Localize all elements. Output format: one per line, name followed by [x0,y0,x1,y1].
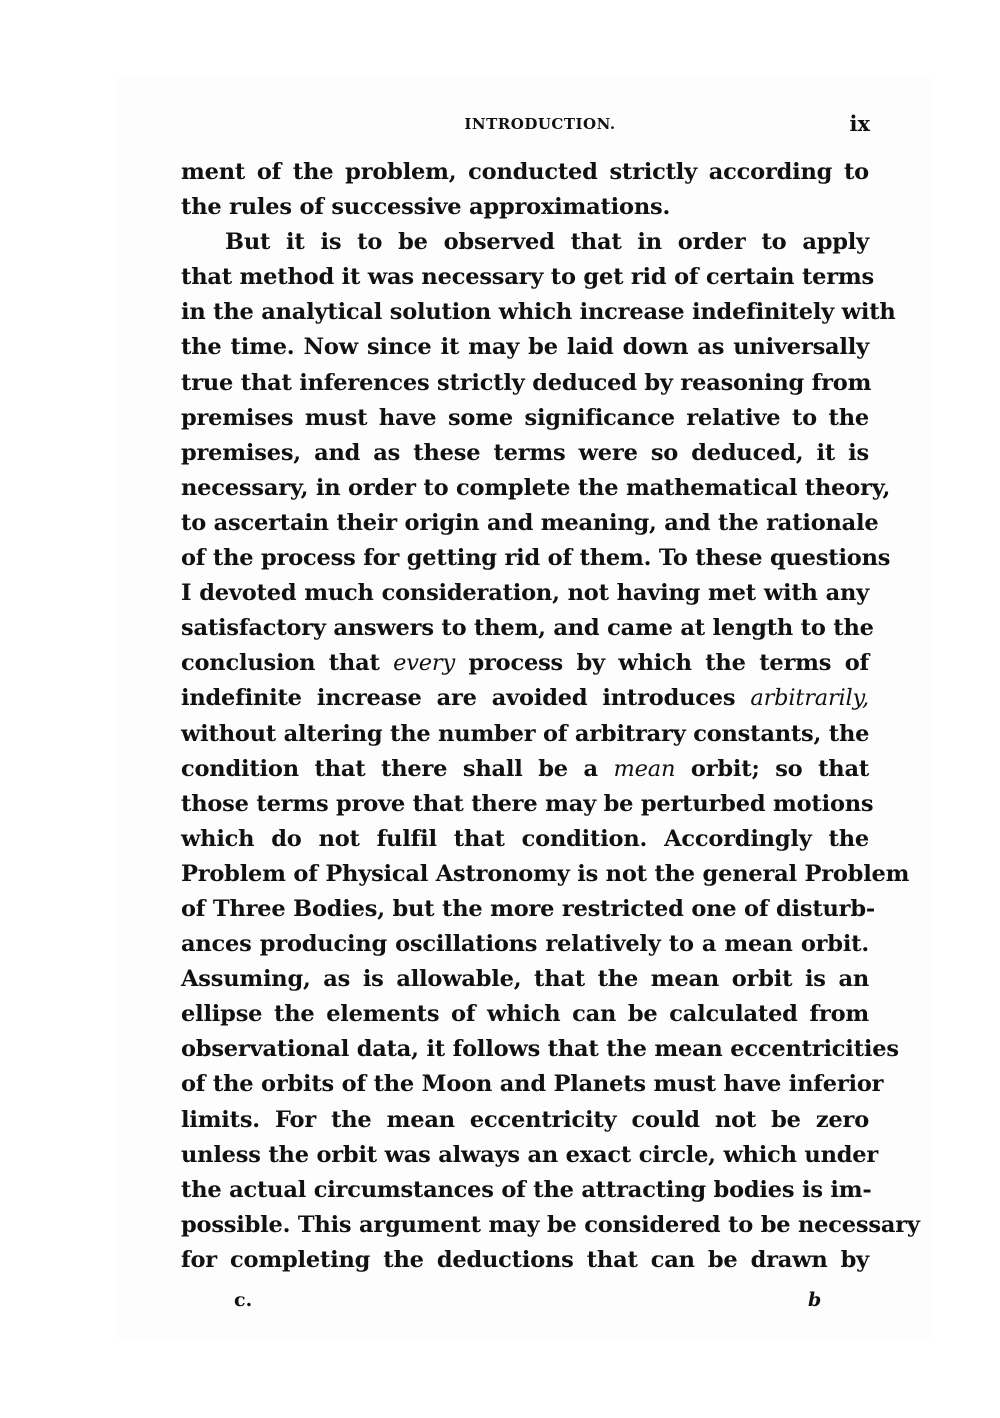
printer-signature-mark: c. [234,1289,253,1311]
text-line: observational data, it follows that the mean eccentricities [181,1036,899,1063]
text-line-paragraph-start: But it is to be observed that in order to apply [225,229,869,256]
text-line: true that inferences strictly deduced by reasoning from [181,369,872,396]
text-line: in the analytical solution which increase indefinitely with [181,299,896,326]
text-line: Assuming, as is allowable, that the mean orbit is an [181,966,869,993]
text-line: the rules of successive approximations. [181,194,671,221]
text-line: limits. For the mean eccentricity could not be zero [181,1106,869,1133]
text-line: unless the orbit was always an exact circle, which under [181,1141,879,1168]
body-text [181,155,920,1278]
text-line: of the process for getting rid of them. To these questions [181,545,891,572]
text-run: indefinite increase are avoided introduces [181,685,736,712]
text-line: premises must have some significance relative to the [181,404,869,431]
text-line: ment of the problem, conducted strictly according to [181,159,869,185]
text-line [181,681,869,716]
italic-emphasis: mean [613,755,676,782]
page-number: ix [849,111,870,136]
text-line [181,752,869,787]
running-head [180,112,870,136]
text-line: for completing the deductions that can be drawn by [181,1246,869,1273]
text-line: ances producing oscillations relatively to a mean orbit. [181,931,869,958]
text-run: conclusion that [181,650,380,677]
text-run: orbit; so that [690,755,870,782]
text-line: of Three Bodies, but the more restricted one of disturb- [181,895,875,922]
text-line: those terms prove that there may be perturbed motions [181,790,874,817]
running-head-title: INTRODUCTION. [464,115,616,133]
sheet-signature-mark: b [808,1289,822,1311]
text-line: the actual circumstances of the attracting bodies is im- [181,1176,872,1203]
text-line: satisfactory answers to them, and came at length to the [181,615,874,642]
text-line: Problem of Physical Astronomy is not the general Problem [181,860,910,887]
text-line: that method it was necessary to get rid of certain terms [181,264,875,291]
text-line: to ascertain their origin and meaning, and the rationale [181,509,879,536]
text-line: which do not fulfil that condition. Accordingly the [181,825,869,852]
italic-emphasis: arbitrarily, [750,685,870,712]
text-line: of the orbits of the Moon and Planets must have inferior [181,1071,884,1098]
text-run: condition that there shall be a [181,755,598,782]
text-line: possible. This argument may be considered to be necessary [181,1211,920,1238]
text-line: necessary, in order to complete the mathematical theory, [181,474,891,501]
text-line: without altering the number of arbitrary constants, the [181,720,870,747]
italic-emphasis: every [393,650,455,677]
text-line [181,646,869,681]
text-line: premises, and as these terms were so deduced, it is [181,439,869,466]
text-line: ellipse the elements of which can be calculated from [181,1001,869,1028]
text-run: process by which the terms of [468,650,870,677]
text-line: the time. Now since it may be laid down as universally [181,334,869,361]
text-line: I devoted much consideration, not having met with any [181,580,869,607]
